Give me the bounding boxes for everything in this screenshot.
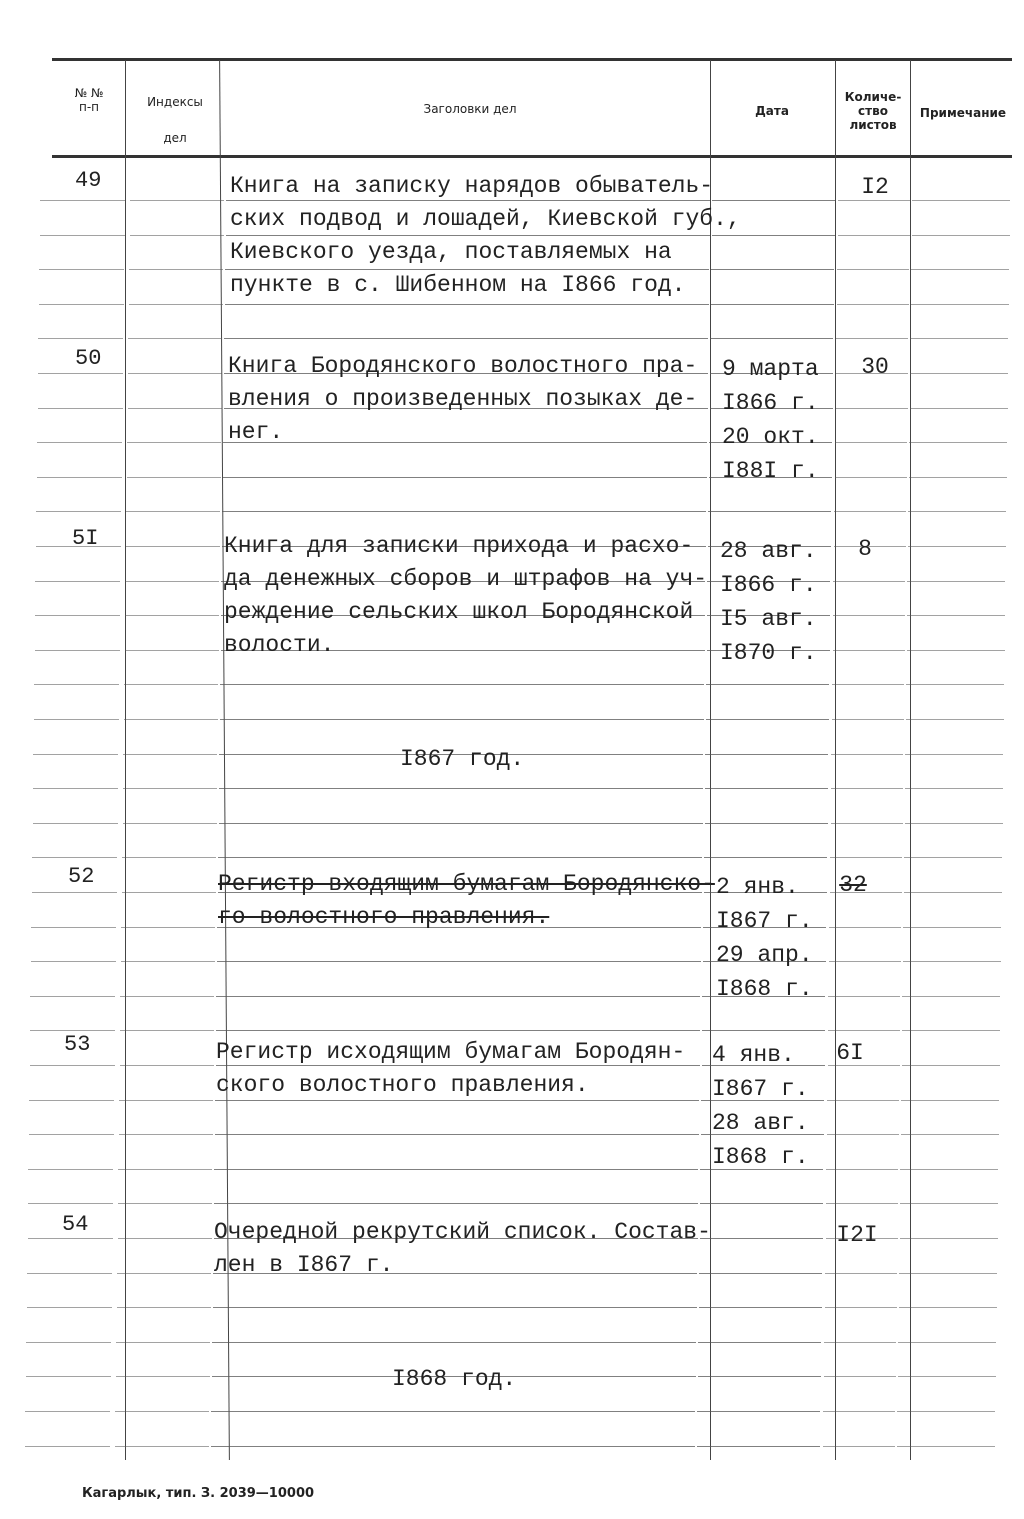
ruled-line: [37, 442, 122, 443]
ruled-line: [218, 857, 702, 858]
ruled-line: [129, 269, 223, 270]
record-title-49: Книга на записку нарядов обыватель- ских подвод и лошадей, Киевской губ., Киевского уезда, поставляемых на пункте в с. Шибенном на I866 год.: [230, 173, 741, 298]
ruled-line: [212, 1342, 696, 1343]
ruled-line: [824, 1376, 896, 1377]
ruled-line: [128, 373, 222, 374]
header-num: № № п-п: [74, 86, 104, 114]
ruled-line: [130, 200, 224, 201]
ruled-line: [899, 1307, 997, 1308]
ruled-line: [124, 719, 218, 720]
ruled-line: [827, 1134, 899, 1135]
ruled-line: [909, 477, 1007, 478]
ruled-line: [222, 511, 706, 512]
ruled-line: [40, 235, 125, 236]
ruled-line: [216, 1030, 700, 1031]
ruled-line: [900, 1203, 998, 1204]
ruled-line: [125, 615, 219, 616]
ruled-line: [116, 1342, 210, 1343]
ruled-line: [705, 823, 828, 824]
ruled-line: [908, 511, 1006, 512]
ruled-line: [125, 650, 219, 651]
ruled-line: [906, 719, 1004, 720]
ruled-line: [833, 650, 905, 651]
ruled-line: [705, 788, 828, 789]
ruled-line: [824, 1342, 896, 1343]
ruled-line: [130, 235, 224, 236]
ruled-line: [835, 477, 907, 478]
ruled-line: [697, 1446, 820, 1447]
ruled-line: [825, 1273, 897, 1274]
year-header-1868: I868 год.: [392, 1366, 517, 1392]
ruled-line: [898, 1376, 996, 1377]
ruled-line: [910, 338, 1008, 339]
ruled-line: [697, 1411, 820, 1412]
ruled-line: [127, 477, 221, 478]
ruled-line: [30, 1030, 115, 1031]
ruled-line: [908, 546, 1006, 547]
ruled-line: [38, 408, 123, 409]
ruled-line: [831, 788, 903, 789]
record-title-51: Книга для записки прихода и расхо- да денежных сборов и штрафов на уч- реждение сельских школ Бородянской волости.: [224, 533, 708, 658]
ruled-line: [117, 1273, 211, 1274]
ruled-line: [35, 615, 120, 616]
record-date-50: 9 марта I866 г. 20 окт. I88I г.: [722, 356, 819, 484]
ruled-line: [898, 1342, 996, 1343]
record-qty-53: 6I: [836, 1040, 864, 1066]
ruled-line: [28, 1203, 113, 1204]
ruled-line: [829, 961, 901, 962]
ruled-line: [837, 304, 909, 305]
col-line-5: [910, 60, 911, 1460]
ruled-line: [827, 1100, 899, 1101]
ruled-line: [828, 1030, 900, 1031]
record-title-53: Регистр исходящим бумагам Бородян- ского волостного правления.: [216, 1039, 686, 1098]
ruled-line: [710, 338, 833, 339]
ruled-line: [220, 684, 704, 685]
ruled-line: [121, 927, 215, 928]
ruled-line: [31, 961, 116, 962]
ruled-line: [699, 1273, 822, 1274]
ruled-line: [833, 615, 905, 616]
ruled-line: [911, 304, 1009, 305]
ruled-line: [126, 546, 220, 547]
header-title: Заголовки дел: [423, 102, 517, 116]
ruled-line: [706, 719, 829, 720]
ruled-line: [214, 1203, 698, 1204]
ruled-line: [836, 408, 908, 409]
ruled-line: [702, 1030, 825, 1031]
ruled-line: [902, 996, 1000, 997]
ruled-line: [711, 304, 834, 305]
col-line-1: [125, 60, 126, 1460]
ruled-line: [125, 581, 219, 582]
ruled-line: [27, 1273, 112, 1274]
ruled-line: [831, 823, 903, 824]
ruled-line: [126, 511, 220, 512]
ruled-line: [826, 1169, 898, 1170]
ruled-line: [116, 1376, 210, 1377]
ruled-line: [211, 1411, 695, 1412]
ruled-line: [912, 235, 1010, 236]
record-qty-54: I2I: [836, 1222, 878, 1248]
ruled-line: [220, 719, 704, 720]
ruled-line: [33, 788, 118, 789]
ruled-line: [29, 1134, 114, 1135]
ruled-line: [700, 1238, 823, 1239]
ruled-line: [127, 442, 221, 443]
ruled-line: [31, 927, 116, 928]
ruled-line: [700, 1203, 823, 1204]
ruled-line: [34, 719, 119, 720]
ruled-line: [698, 1376, 821, 1377]
ruled-line: [25, 1411, 110, 1412]
record-num-52: 52: [68, 864, 95, 889]
ruled-line: [219, 788, 703, 789]
ruled-line: [28, 1169, 113, 1170]
ruled-line: [705, 754, 828, 755]
ruled-line: [834, 511, 906, 512]
ruled-line: [39, 304, 124, 305]
ruled-line: [897, 1446, 995, 1447]
ruled-line: [902, 1030, 1000, 1031]
ruled-line: [223, 477, 707, 478]
ruled-line: [903, 927, 1001, 928]
ruled-line: [902, 1065, 1000, 1066]
ruled-line: [28, 1238, 113, 1239]
record-title-54: Очередной рекрутский список. Состав- лен в I867 г.: [214, 1219, 711, 1278]
ruled-line: [905, 754, 1003, 755]
ruled-line: [118, 1203, 212, 1204]
ruled-line: [901, 1134, 999, 1135]
ruled-line: [901, 1100, 999, 1101]
record-num-53: 53: [64, 1032, 91, 1057]
ruled-line: [903, 961, 1001, 962]
ruled-line: [825, 1307, 897, 1308]
ruled-line: [909, 442, 1007, 443]
ruled-line: [211, 1446, 695, 1447]
ruled-line: [704, 857, 827, 858]
ruled-line: [122, 892, 216, 893]
record-qty-50: 30: [861, 354, 889, 380]
ruled-line: [838, 200, 910, 201]
header-note: Примечание: [919, 106, 1007, 120]
header-index: Индексы дел: [147, 95, 203, 145]
record-qty-49: I2: [861, 174, 889, 200]
record-num-51: 5I: [72, 526, 99, 551]
ruled-line: [217, 961, 701, 962]
ruled-line: [27, 1307, 112, 1308]
ruled-line: [129, 304, 223, 305]
ruled-line: [904, 892, 1002, 893]
ruled-line: [38, 373, 123, 374]
ruled-line: [838, 235, 910, 236]
ruled-line: [26, 1342, 111, 1343]
record-num-49: 49: [75, 168, 102, 193]
header-date: Дата: [755, 104, 789, 118]
ruled-line: [837, 269, 909, 270]
record-title-52: Регистр входящим бумагам Бородянско- го волостного правления.: [218, 871, 715, 930]
ruled-line: [911, 269, 1009, 270]
ruled-line: [119, 1134, 213, 1135]
ruled-line: [32, 892, 117, 893]
ruled-line: [899, 1273, 997, 1274]
top-rule: [52, 58, 1012, 61]
ruled-line: [912, 200, 1010, 201]
ruled-line: [907, 650, 1005, 651]
ruled-line: [26, 1376, 111, 1377]
ruled-line: [830, 857, 902, 858]
record-date-52: 2 янв. I867 г. 29 апр. I868 г.: [716, 874, 813, 1002]
ruled-line: [706, 684, 829, 685]
record-num-54: 54: [62, 1212, 89, 1237]
ruled-line: [906, 684, 1004, 685]
ruled-line: [214, 1169, 698, 1170]
ruled-line: [836, 338, 908, 339]
ruled-line: [120, 996, 214, 997]
record-qty-52: 32: [839, 872, 867, 898]
ruled-line: [699, 1307, 822, 1308]
ruled-line: [835, 442, 907, 443]
ruled-line: [905, 823, 1003, 824]
ruled-line: [128, 338, 222, 339]
printer-imprint: Кагарлык, тип. З. 2039—10000: [82, 1486, 315, 1501]
record-num-50: 50: [75, 346, 102, 371]
ruled-line: [829, 927, 901, 928]
ruled-line: [118, 1238, 212, 1239]
ruled-line: [33, 754, 118, 755]
ruled-line: [831, 754, 903, 755]
ruled-line: [225, 304, 709, 305]
ruled-line: [900, 1169, 998, 1170]
record-date-53: 4 янв. I867 г. 28 авг. I868 г.: [712, 1042, 809, 1170]
ruled-line: [32, 857, 117, 858]
ruled-line: [33, 823, 118, 824]
record-qty-51: 8: [858, 536, 872, 562]
ruled-line: [128, 408, 222, 409]
ruled-line: [823, 1411, 895, 1412]
ruled-line: [904, 857, 1002, 858]
ruled-line: [828, 996, 900, 997]
ruled-line: [910, 408, 1008, 409]
ruled-line: [117, 1307, 211, 1308]
ruled-line: [120, 1030, 214, 1031]
ruled-line: [35, 581, 120, 582]
ruled-line: [832, 719, 904, 720]
ruled-line: [823, 1446, 895, 1447]
ruled-line: [120, 1065, 214, 1066]
ruled-line: [213, 1307, 697, 1308]
year-header-1867: I867 год.: [400, 746, 525, 772]
ruled-line: [115, 1446, 209, 1447]
ruled-line: [121, 961, 215, 962]
ruled-line: [115, 1411, 209, 1412]
ruled-line: [39, 269, 124, 270]
ruled-line: [897, 1411, 995, 1412]
ruled-line: [910, 373, 1008, 374]
ruled-line: [30, 996, 115, 997]
ruled-line: [38, 338, 123, 339]
ruled-line: [123, 754, 217, 755]
ruled-line: [25, 1446, 110, 1447]
ruled-line: [224, 338, 708, 339]
ruled-line: [37, 477, 122, 478]
ruled-line: [833, 581, 905, 582]
header-qty: Количе- ство листов: [844, 90, 902, 132]
ruled-line: [35, 650, 120, 651]
ruled-line: [34, 684, 119, 685]
ruled-line: [826, 1203, 898, 1204]
record-date-51: 28 авг. I866 г. I5 авг. I870 г.: [720, 538, 817, 666]
ruled-line: [907, 581, 1005, 582]
ruled-line: [122, 857, 216, 858]
ruled-line: [119, 1100, 213, 1101]
ruled-line: [216, 996, 700, 997]
ruled-line: [698, 1342, 821, 1343]
ruled-line: [124, 684, 218, 685]
record-title-50: Книга Бородянского волостного пра- вления о произведенных позыках де- нег.: [228, 353, 698, 445]
col-line-4: [835, 60, 836, 1460]
ruled-line: [708, 511, 831, 512]
ruled-line: [29, 1100, 114, 1101]
ruled-line: [907, 615, 1005, 616]
ruled-line: [123, 823, 217, 824]
ruled-line: [219, 823, 703, 824]
ruled-line: [900, 1238, 998, 1239]
ruled-line: [905, 788, 1003, 789]
ruled-line: [215, 1134, 699, 1135]
ruled-line: [123, 788, 217, 789]
ruled-line: [30, 1065, 115, 1066]
ruled-line: [118, 1169, 212, 1170]
ruled-line: [832, 684, 904, 685]
ruled-line: [40, 200, 125, 201]
ruled-line: [36, 511, 121, 512]
